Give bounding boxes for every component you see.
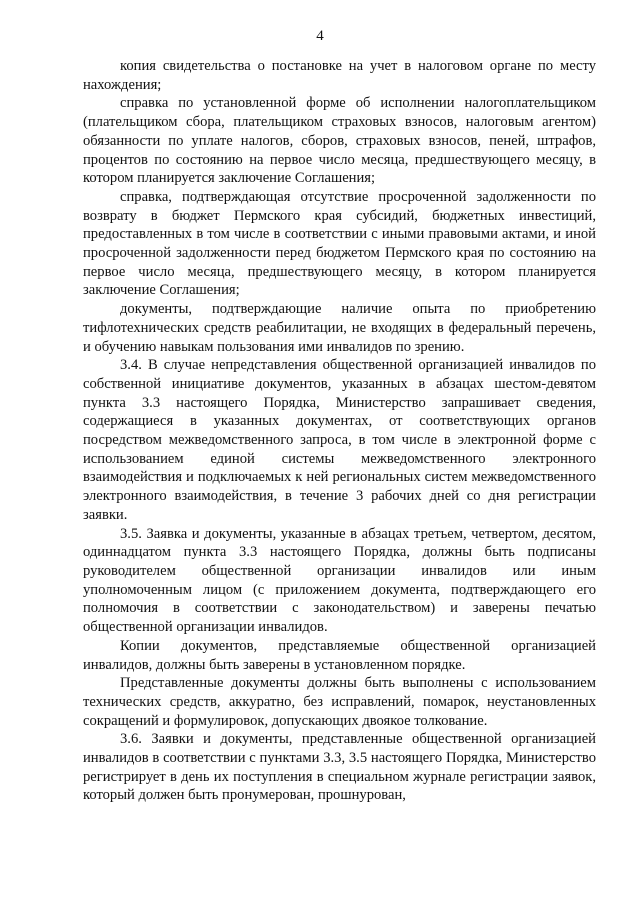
document-body [83,57,596,805]
paragraph-clause-3-6: 3.6. Заявки и документы, представленные общественной организацией инвалидов в соответствии с пунктами 3.3, 3.5 настоящего Порядка, Министерство регистрирует в день их поступления в специальном журнале регистрации заявок, который должен быть пронумерован, прошнурован, [83,731,596,804]
paragraph-document-requirements: Представленные документы должны быть выполнены с использованием технических средств, аккуратно, без исправлений, помарок, неустановленных сокращений и формулировок, допускающих двоякое толкование. [83,675,596,729]
paragraph-document-copies: Копии документов, представляемые общественной организацией инвалидов, должны быть заверены в установленном порядке. [83,637,596,673]
paragraph-clause-3-5: 3.5. Заявка и документы, указанные в абзацах третьем, четвертом, десятом, одиннадцатом пункта 3.3 настоящего Порядка, должны быть подписаны руководителем общественной организации инвалидов или иным уполномоченным лицом (с приложением документа, подтверждающего его полномочия в соответствии с законодательством) и заверены печатью общественной организации инвалидов. [83,525,596,636]
paragraph-clause-3-4: 3.4. В случае непредставления общественной организацией инвалидов по собственной инициативе документов, указанных в абзацах шестом-девятом пункта 3.3 настоящего Порядка, Министерство запрашивает сведения, содержащиеся в указанных документах, от соответствующих органов посредством межведомственного запроса, в том числе в электронной форме с использованием единой системы межведомственного электронного взаимодействия и подключаемых к ней региональных систем межведомственного электронного взаимодействия, в течение 3 рабочих дней со дня регистрации заявки. [83,357,596,523]
paragraph-tax-registration-copy: копия свидетельства о постановке на учет в налоговом органе по месту нахождения; [83,58,596,93]
paragraph-experience-documents: документы, подтверждающие наличие опыта по приобретению тифлотехнических средств реабилитации, не входящих в федеральный перечень, и обучению навыкам пользования ими инвалидов по зрению. [83,301,596,355]
paragraph-no-overdue-debt-certificate: справка, подтверждающая отсутствие просроченной задолженности по возврату в бюджет Пермского края субсидий, бюджетных инвестиций, предоставленных в том числе в соответствии с иными правовыми актами, и иной просроченной задолженности перед бюджетом Пермского края по состоянию на первое число месяца, предшествующего месяцу, в котором планируется заключение Соглашения; [83,188,596,299]
page-number: 4 [316,28,324,44]
paragraph-tax-obligation-certificate: справка по установленной форме об исполнении налогоплательщиком (плательщиком сбора, плательщиком страховых взносов, налоговым агентом) обязанности по уплате налогов, сборов, страховых взносов, пеней, штрафов, процентов по состоянию на первое число месяца, предшествующего месяцу, в котором планируется заключение Соглашения; [83,95,596,187]
